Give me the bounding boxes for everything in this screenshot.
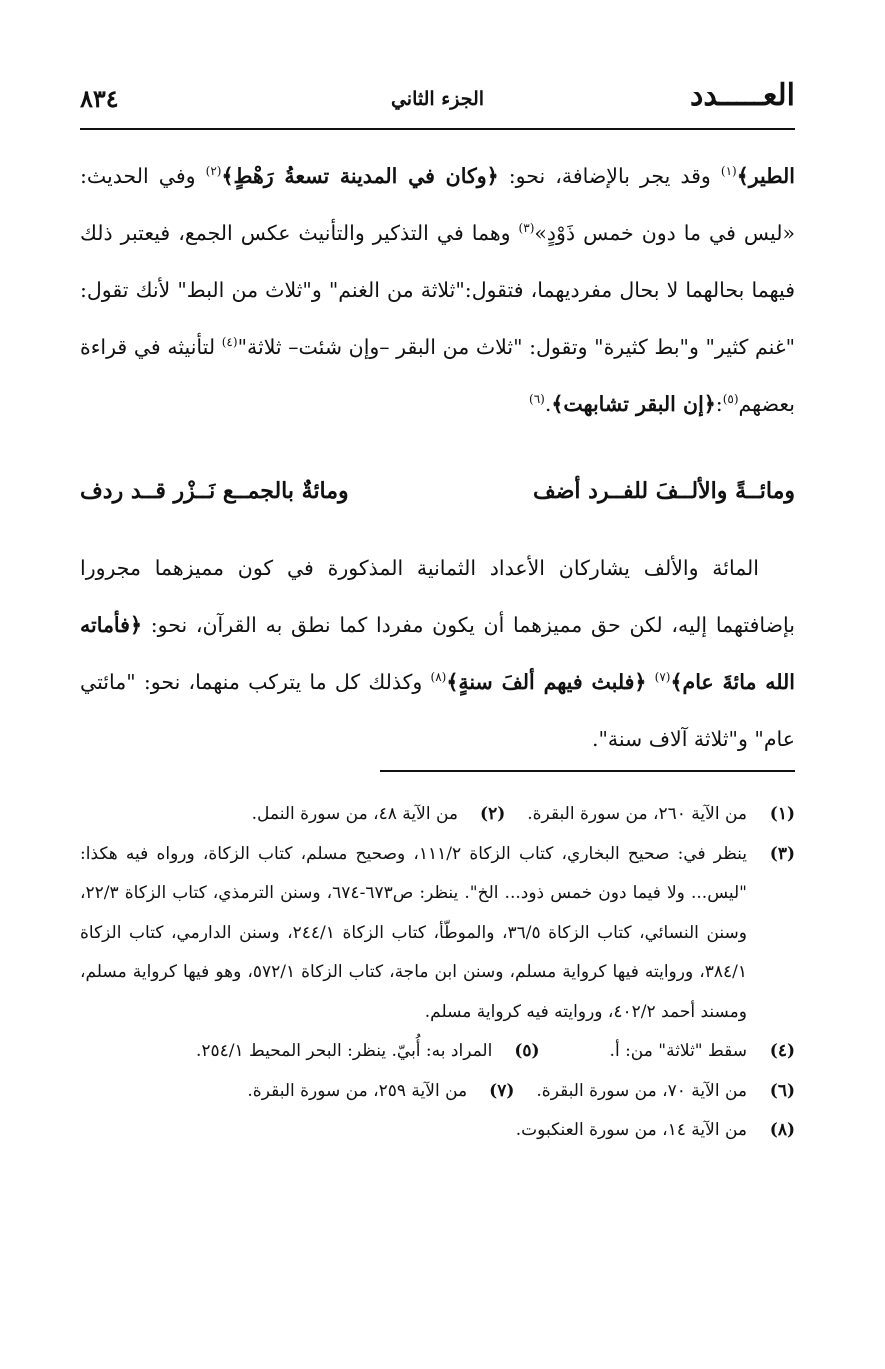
footnote-number: (١) [769, 804, 795, 824]
footnote-text: سقط "ثلاثة" من: أ. [609, 1041, 747, 1061]
text-run: وهما في التذكير والتأنيث عكس الجمع، فيعتبر ذلك فيهما بحالهما لا بحال مفرديهما، فتقول:"ثلاثة من الغنم" و"ثلاث من البط" لأنك تقول: "غنم كثير" و"بط كثيرة" وتقول: "ثلاث من البقر –وإن شئت– ثلاثة" [80, 221, 795, 359]
footnote-text: من الآية ٤٨، من سورة النمل. [251, 804, 459, 824]
footnote-number: (٨) [769, 1120, 795, 1140]
text-run: : [715, 392, 723, 416]
text-run: . [544, 392, 552, 416]
footnote-ref: (٣) [518, 221, 535, 236]
footnote-line [80, 835, 795, 1033]
paragraph [80, 148, 795, 433]
footnote-number: (٦) [769, 1080, 795, 1101]
footnote-separator [380, 770, 795, 772]
verse-first-hemistich: ومائــةً والألــفَ للفــرد أضف [532, 478, 795, 504]
footnote-text: من الآية ٧٠، من سورة البقرة. [536, 1080, 747, 1101]
poem-verse [80, 478, 795, 522]
footnote-text: المراد به: أُبيّ. ينظر: البحر المحيط ٢٥٤/١. [195, 1041, 493, 1061]
text-run: لتأنيثه في قراءة بعضهم [80, 335, 795, 416]
text-run: المائة والألف يشاركان الأعداد الثمانية المذكورة في كون مميزهما مجرورا بإضافتهما إليه، لكن حق مميزهما أن يكون مفردا كما نطق به القرآن، نحو: [80, 556, 795, 637]
main-paragraph-2 [80, 540, 795, 768]
quran-quote: ﴿فأماته الله مائةَ عام﴾ [80, 613, 795, 694]
footnote-text: ينظر في: صحيح البخاري، كتاب الزكاة ١١١/٢، وصحيح مسلم، كتاب الزكاة، ورواه فيه هكذا: "ليس... ولا فيما دون خمس ذود... الخ". ينظر: ص٦٧٣-٦٧٤، وسنن الترمذي، كتاب الزكاة ٢٢/٣، وسنن النسائي، كتاب الزكاة ٣٦/٥، والموطّأ، كتاب الزكاة ٢٤٤/١، وسنن الدارمي، كتاب الزكاة ٣٨٤/١، وروايته فيها كرواية مسلم، وسنن ابن ماجة، كتاب الزكاة ٥٧٢/١، وهو فيها كرواية مسلم، ومسند أحمد ٤٠٢/٢، وروايته فيه كرواية مسلم. [80, 843, 747, 1022]
footnotes [80, 795, 795, 1151]
footnote-ref: (١) [720, 164, 737, 179]
header-rule [80, 128, 795, 130]
verse-second-hemistich: ومائةٌ بالجمــع نَــزْر قــد ردف [80, 478, 349, 504]
quran-quote: ﴿إن البقر تشابهت﴾ [551, 392, 716, 416]
footnote-ref: (٤) [221, 335, 238, 350]
footnote-text: من الآية ١٤، من سورة العنكبوت. [515, 1120, 747, 1140]
text-run [646, 670, 654, 694]
footnote-ref: (٥) [722, 392, 739, 407]
quran-quote: الطير﴾ [736, 164, 796, 188]
text-run: وفي الحديث: «ليس في ما دون خمس ذَوْدٍ» [80, 164, 796, 245]
paragraph [80, 540, 795, 768]
footnote-text: من الآية ٢٥٩، من سورة البقرة. [247, 1080, 468, 1101]
footnote-number: (٥) [514, 1041, 540, 1061]
page-number: ٨٣٤ [80, 84, 119, 113]
text-run: وقد يجر بالإضافة، نحو: [498, 164, 721, 188]
footnote-ref: (٨) [430, 670, 447, 685]
footnote-ref: (٦) [529, 392, 545, 407]
footnote-text: من الآية ٢٦٠، من سورة البقرة. [527, 804, 747, 824]
page-header [80, 78, 795, 118]
footnote-line [80, 795, 795, 835]
chapter-title: العـــــدد [690, 78, 795, 113]
part-title: الجزء الثاني [390, 88, 485, 110]
footnote-line [80, 1072, 795, 1112]
quran-quote: ﴿وكان في المدينة تسعةُ رَهْطٍ﴾ [221, 164, 499, 188]
text-run: وكذلك كل ما يتركب منهما، نحو: "مائتي عام" و"ثلاثة آلاف سنة". [80, 670, 795, 751]
footnote-number: (٧) [489, 1080, 515, 1101]
main-paragraph-1 [80, 148, 795, 433]
footnote-number: (٣) [769, 843, 795, 864]
quran-quote: ﴿فلبث فيهم ألفَ سنةٍ﴾ [446, 670, 647, 694]
footnote-number: (٤) [769, 1041, 795, 1061]
footnote-line [80, 1032, 795, 1072]
footnote-ref: (٧) [654, 670, 671, 685]
footnote-ref: (٢) [205, 164, 222, 179]
footnote-number: (٢) [480, 804, 506, 824]
footnote-line [80, 1111, 795, 1151]
